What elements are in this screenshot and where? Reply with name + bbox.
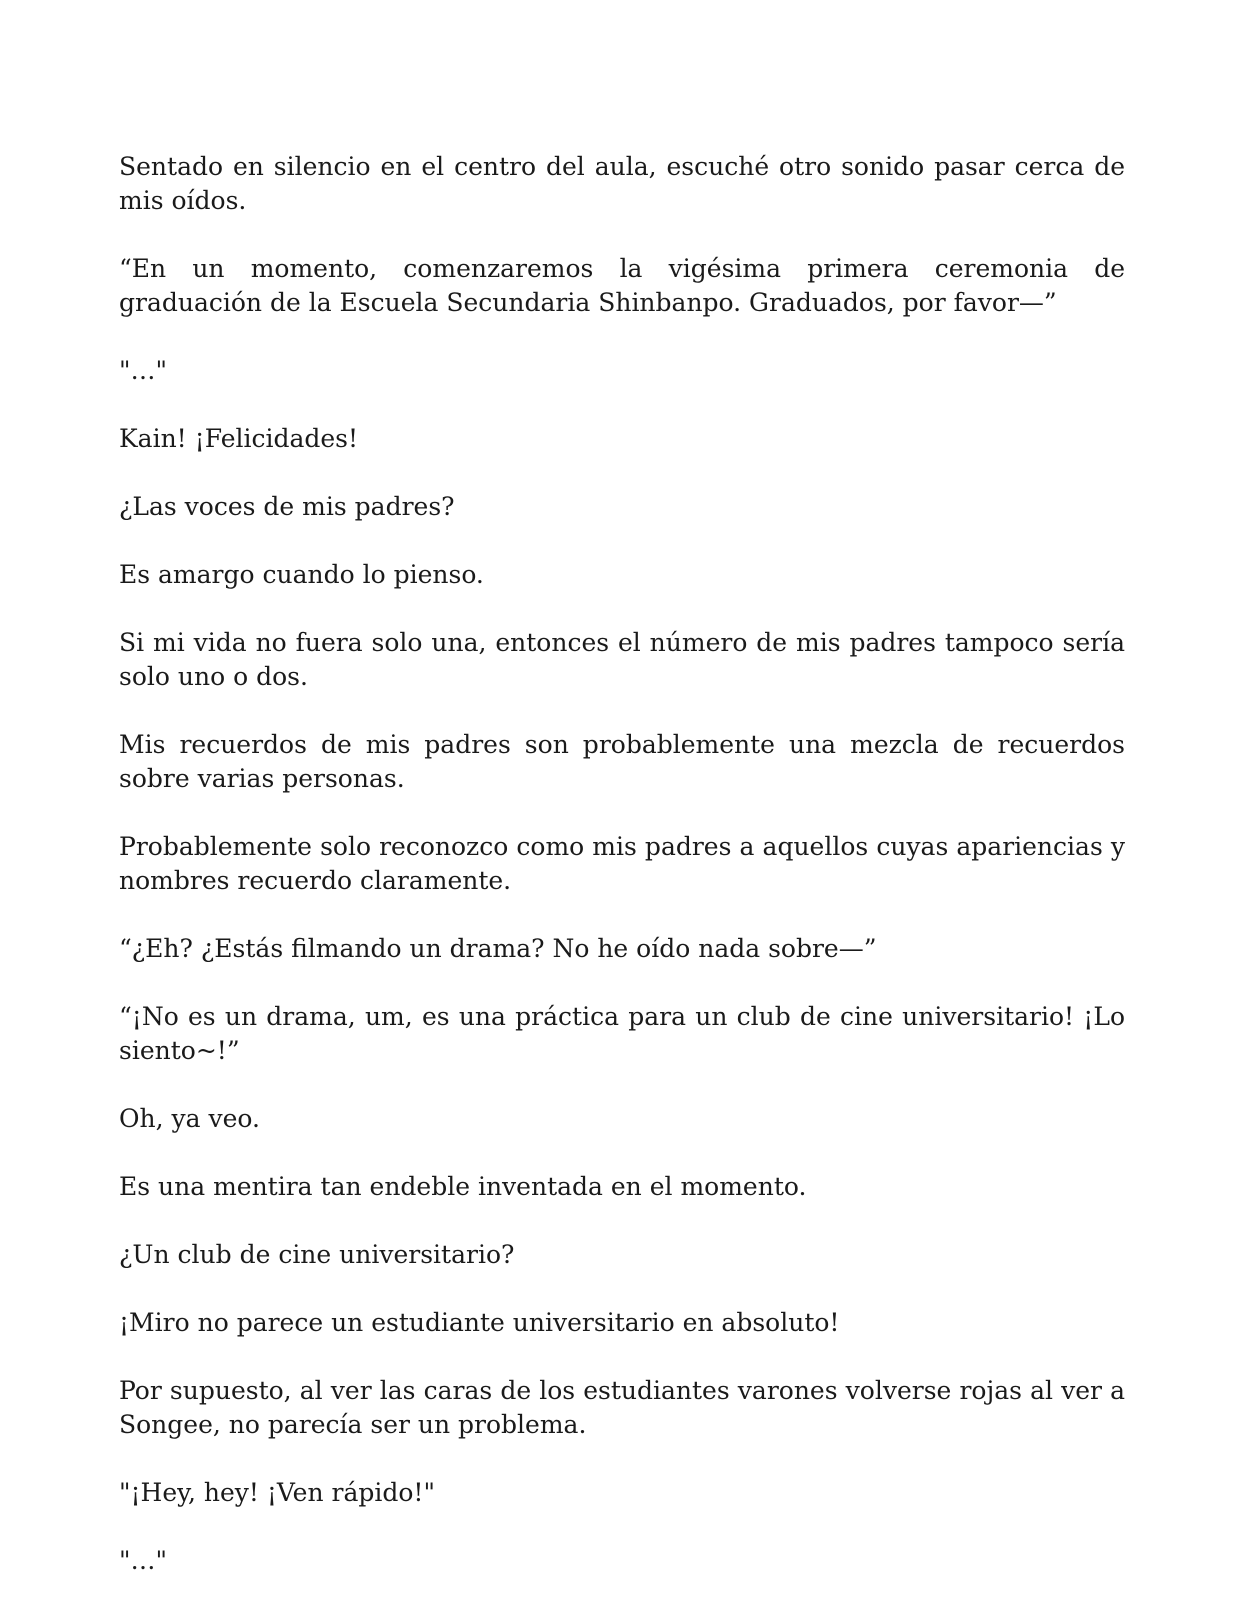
paragraph: Oh, ya veo. [119,1104,260,1133]
paragraph: ¿Un club de cine universitario? [119,1240,515,1269]
paragraph: "¡Hey, hey! ¡Ven rápido!" [119,1478,435,1507]
paragraph: Es amargo cuando lo pienso. [119,560,484,589]
paragraph: "…" [119,356,167,385]
paragraph: Probablemente solo reconozco como mis padres a aquellos cuyas apariencias y nombres recuerdo claramente. [119,832,1125,895]
paragraph: Mis recuerdos de mis padres son probablemente una mezcla de recuerdos sobre varias personas. [119,730,1125,793]
paragraph: Si mi vida no fuera solo una, entonces el número de mis padres tampoco sería solo uno o dos. [119,628,1125,691]
paragraph: “¿Eh? ¿Estás filmando un drama? No he oído nada sobre—” [119,934,877,963]
paragraph: ¿Las voces de mis padres? [119,492,455,521]
paragraph: “En un momento, comenzaremos la vigésima primera ceremonia de graduación de la Escuela Secundaria Shinbanpo. Graduados, por favor—” [119,254,1125,317]
paragraph: ¡Miro no parece un estudiante universitario en absoluto! [119,1308,840,1337]
paragraph: "…" [119,1546,167,1575]
paragraph: “¡No es un drama, um, es una práctica para un club de cine universitario! ¡Lo siento~!” [119,1002,1125,1065]
paragraph: Es una mentira tan endeble inventada en el momento. [119,1172,807,1201]
document-body [119,150,1125,1612]
paragraph: Por supuesto, al ver las caras de los estudiantes varones volverse rojas al ver a Songee, no parecía ser un problema. [119,1376,1125,1439]
paragraph: Kain! ¡Felicidades! [119,424,359,453]
paragraph: Sentado en silencio en el centro del aula, escuché otro sonido pasar cerca de mis oídos. [119,152,1125,215]
